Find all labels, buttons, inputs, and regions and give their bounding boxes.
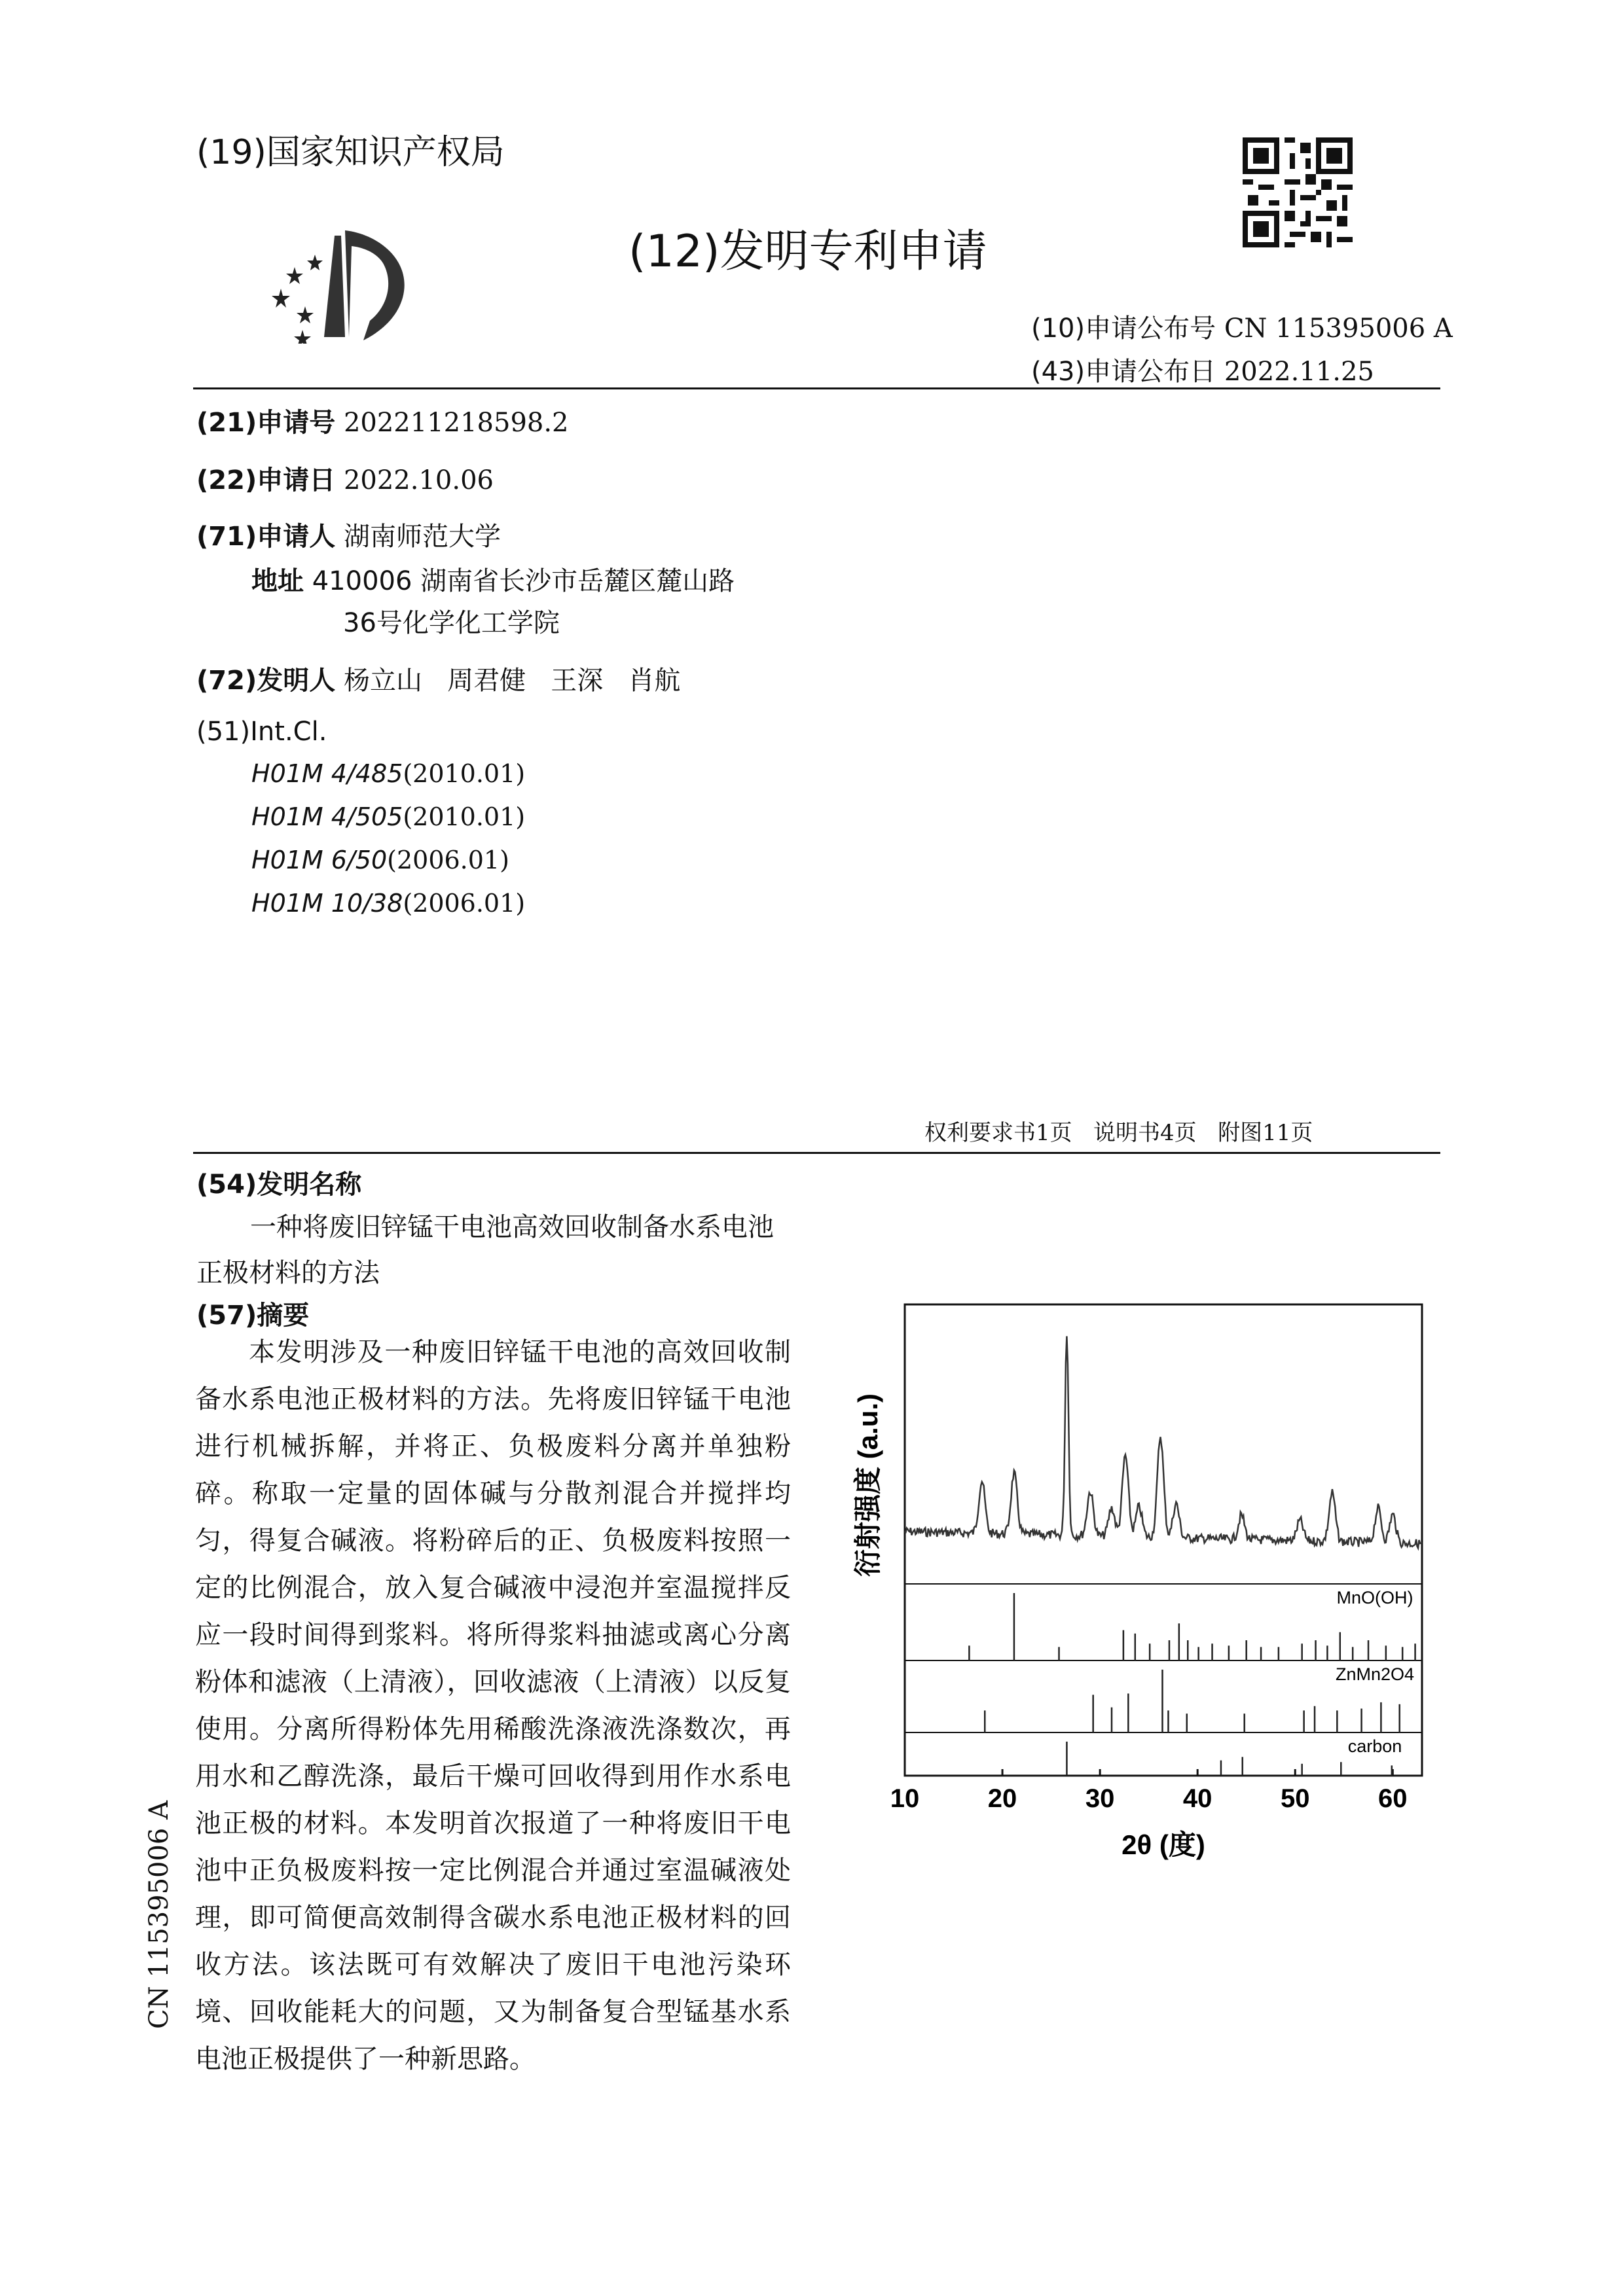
x-tick-label: 50 bbox=[1280, 1784, 1310, 1813]
address-line-1: 410006 湖南省长沙市岳麓区麓山路 bbox=[312, 566, 735, 596]
panel-label: MnO(OH) bbox=[1336, 1588, 1413, 1607]
inventor-row bbox=[196, 660, 680, 697]
invention-name: 一种将废旧锌锰干电池高效回收制备水系电池正极材料的方法 bbox=[196, 1212, 774, 1288]
intcl-label: (51)Int.Cl. bbox=[196, 717, 327, 747]
x-tick-label: 30 bbox=[1085, 1784, 1115, 1813]
application-number-label: (21)申请号 bbox=[196, 408, 336, 438]
class-code: H01M 4/485 bbox=[251, 759, 403, 788]
class-code: H01M 10/38 bbox=[251, 889, 403, 918]
application-number: 202211218598.2 bbox=[343, 408, 569, 438]
applicant: 湖南师范大学 bbox=[343, 522, 501, 552]
x-tick-label: 60 bbox=[1378, 1784, 1408, 1813]
x-tick-label: 40 bbox=[1182, 1784, 1213, 1813]
xrd-chart bbox=[851, 1299, 1440, 1875]
applicant-row bbox=[196, 516, 501, 553]
side-publication-number: CN 115395006 A bbox=[144, 1801, 174, 2029]
class-year: (2006.01) bbox=[387, 846, 509, 874]
x-tick-label: 10 bbox=[890, 1784, 920, 1813]
pub-number-label: (10)申请公布号 bbox=[1031, 314, 1216, 344]
panel-label: carbon bbox=[1347, 1736, 1402, 1756]
application-number-row bbox=[196, 402, 569, 439]
abstract-label bbox=[196, 1295, 309, 1332]
class-entry bbox=[251, 889, 525, 918]
x-tick-label: 20 bbox=[987, 1784, 1017, 1813]
address-line-2: 36号化学化工学院 bbox=[343, 608, 560, 638]
logo-star bbox=[272, 289, 290, 308]
address-label: 地址 bbox=[251, 566, 304, 596]
application-date: 2022.10.06 bbox=[343, 465, 494, 495]
applicant-label: (71)申请人 bbox=[196, 522, 336, 552]
authority-label: (19)国家知识产权局 bbox=[196, 133, 505, 172]
header-rule bbox=[193, 387, 1440, 389]
logo-star bbox=[294, 330, 311, 344]
pub-date-label: (43)申请公布日 bbox=[1031, 357, 1216, 387]
class-year: (2010.01) bbox=[403, 759, 526, 788]
pub-number-row bbox=[1031, 308, 1453, 345]
logo-star bbox=[286, 267, 303, 284]
y-axis-label: 衍射强度 (a.u.) bbox=[852, 1393, 883, 1577]
invention-name-heading: (54)发明名称 bbox=[196, 1170, 362, 1200]
logo-star bbox=[307, 255, 323, 270]
class-year: (2006.01) bbox=[403, 889, 526, 918]
pub-number: CN 115395006 A bbox=[1224, 314, 1453, 344]
qr-code bbox=[1243, 137, 1353, 247]
class-year: (2010.01) bbox=[403, 802, 526, 831]
class-code: H01M 4/505 bbox=[251, 802, 403, 831]
pub-date-row bbox=[1031, 351, 1374, 388]
class-code: H01M 6/50 bbox=[251, 846, 388, 874]
page-count-line: 权利要求书1页 说明书4页 附图11页 bbox=[924, 1120, 1313, 1146]
cnipa-logo bbox=[272, 223, 422, 344]
abstract-heading: (57)摘要 bbox=[196, 1300, 310, 1331]
abstract-text: 本发明涉及一种废旧锌锰干电池的高效回收制备水系电池正极材料的方法。先将废旧锌锰干电池进行机械拆解，并将正、负极废料分离并单独粉碎。称取一定量的固体碱与分散剂混合并搅拌均匀，得复合碱液。将粉碎后的正、负极废料按照一定的比例混合，放入复合碱液中浸泡并室温搅拌反应一段时间得到浆料。将所得浆料抽滤或离心分离粉体和滤液（上清液），回收滤液（上清液）以反复使用。分离所得粉体先用稀酸洗涤液洗涤数次，再用水和乙醇洗涤，最后干燥可回收得到用作水系电池正极的材料。本发明首次报道了一种将废旧干电池中正负极废料按一定比例混合并通过室温碱液处理，即可简便高效制得含碳水系电池正极材料的回收方法。该法既可有效解决了废旧干电池污染环境、回收能耗大的问题，又为制备复合型锰基水系电池正极提供了一种新思路。 bbox=[195, 1337, 791, 2074]
x-axis-label: 2θ (度) bbox=[1122, 1829, 1205, 1860]
application-date-label: (22)申请日 bbox=[196, 465, 336, 495]
document-kind: (12)发明专利申请 bbox=[629, 226, 987, 278]
class-entry bbox=[251, 759, 525, 788]
pub-date: 2022.11.25 bbox=[1224, 357, 1374, 387]
logo-arc bbox=[345, 230, 405, 340]
section-rule bbox=[193, 1152, 1440, 1154]
inventor-label: (72)发明人 bbox=[196, 666, 336, 696]
panel-label: ZnMn2O4 bbox=[1335, 1664, 1415, 1684]
class-entry bbox=[251, 802, 525, 831]
application-date-row bbox=[196, 459, 494, 497]
invention-name-label bbox=[196, 1164, 361, 1201]
sample-pattern bbox=[905, 1336, 1422, 1549]
class-entry bbox=[251, 846, 509, 874]
address-row bbox=[251, 560, 735, 598]
inventors: 杨立山 周君健 王深 肖航 bbox=[343, 666, 681, 696]
logo-stroke bbox=[324, 236, 345, 337]
logo-star bbox=[297, 306, 314, 323]
